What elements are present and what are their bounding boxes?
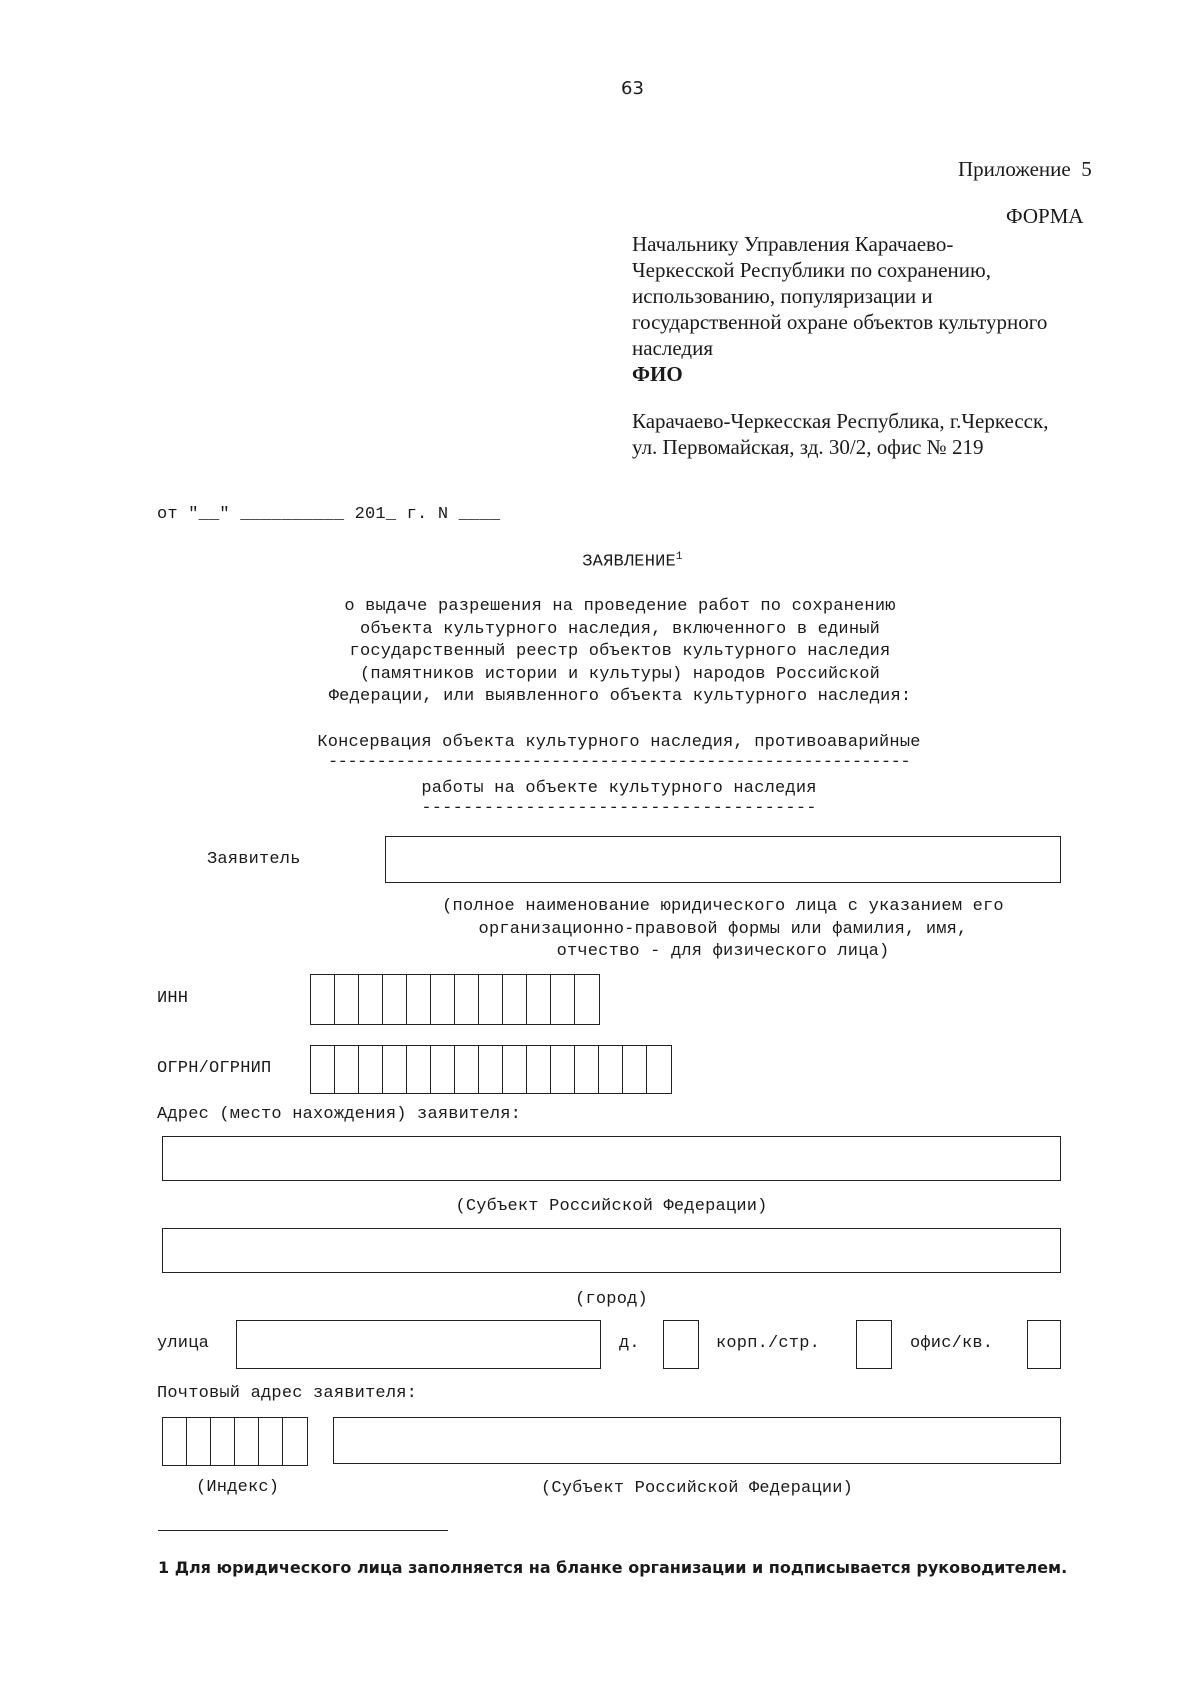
character-cell[interactable] [455,975,479,1024]
addressee-line: использованию, популяризации и [632,284,933,308]
subject-line: Федерации, или выявленного объекта культурного наследия: [328,687,912,706]
applicant-caption [385,896,1061,964]
city-caption: (город) [575,1290,648,1309]
subject-line: (памятников истории и культуры) народов Российской [359,664,881,684]
region-caption: (Субъект Российской Федерации) [455,1197,768,1216]
character-cell[interactable] [383,1046,407,1093]
page-number: 63 [621,78,644,99]
footnote-divider [158,1530,448,1531]
character-cell[interactable] [335,975,359,1024]
addressee-line: наследия [632,336,713,360]
house-label: д. [619,1334,640,1353]
character-cell[interactable] [527,975,551,1024]
addressee-address [632,408,1112,460]
character-cell[interactable] [359,1046,383,1093]
character-cell[interactable] [335,1046,359,1093]
caption-line: организационно-правовой формы или фамилия, имя, [478,919,968,939]
address-line: ул. Первомайская, зд. 30/2, офис № 219 [632,435,984,459]
character-cell[interactable] [431,975,455,1024]
addressee-line: Начальнику Управления Карачаево- [632,232,954,256]
character-cell[interactable] [407,1046,431,1093]
postal-label: Почтовый адрес заявителя: [157,1384,418,1403]
title-text: ЗАЯВЛЕНИЕ [582,552,676,572]
applicant-field[interactable] [385,836,1061,883]
character-cell[interactable] [527,1046,551,1093]
work-type-line-2: работы на объекте культурного наследия [421,779,817,798]
building-label: корп./стр. [716,1334,821,1353]
office-label: офис/кв. [910,1334,994,1353]
index-caption: (Индекс) [196,1478,280,1497]
address-line: Карачаево-Черкесская Республика, г.Черкесск, [632,409,1049,433]
caption-line: отчество - для физического лица) [556,942,890,961]
inn-label: ИНН [157,989,189,1008]
character-cell[interactable] [407,975,431,1024]
character-cell[interactable] [599,1046,623,1093]
office-field[interactable] [1027,1320,1061,1369]
addressee-line: государственной охране объектов культурного [632,310,1048,334]
character-cell[interactable] [259,1418,283,1465]
ogrn-label: ОГРН/ОГРНИП [157,1059,272,1078]
region-field[interactable] [162,1136,1061,1181]
character-cell[interactable] [503,1046,527,1093]
inn-field[interactable] [310,974,600,1025]
building-field[interactable] [856,1320,892,1369]
character-cell[interactable] [479,975,503,1024]
addressee-name: ФИО [632,362,683,386]
document-title [0,551,1200,572]
underline-dashes: -------------------------------------- [421,799,817,818]
date-number-line[interactable]: от "__" __________ 201_ г. N ____ [157,505,501,524]
character-cell[interactable] [575,975,599,1024]
character-cell[interactable] [187,1418,211,1465]
form-label: ФОРМА [1006,204,1084,228]
character-cell[interactable] [623,1046,647,1093]
city-field[interactable] [162,1228,1061,1273]
work-type-line-1: Консервация объекта культурного наследия, противоаварийные [317,733,921,752]
character-cell[interactable] [311,975,335,1024]
character-cell[interactable] [551,975,575,1024]
character-cell[interactable] [455,1046,479,1093]
subject-block [0,596,1200,709]
character-cell[interactable] [211,1418,235,1465]
address-label: Адрес (место нахождения) заявителя: [157,1105,522,1124]
character-cell[interactable] [647,1046,671,1093]
subject-line: государственный реестр объектов культурного наследия [349,642,891,661]
house-field[interactable] [663,1320,699,1369]
character-cell[interactable] [235,1418,259,1465]
character-cell[interactable] [163,1418,187,1465]
subject-line: объекта культурного наследия, включенного в единый [359,619,881,639]
appendix-label: Приложение 5 [958,157,1092,181]
caption-line: (полное наименование юридического лица с указанием его [442,897,1004,916]
character-cell[interactable] [575,1046,599,1093]
addressee-block [632,231,1102,387]
subject-line: о выдаче разрешения на проведение работ по сохранению [344,597,896,616]
footnote-text: 1 Для юридического лица заполняется на бланке организации и подписывается руководителем. [158,1558,1068,1577]
character-cell[interactable] [283,1418,307,1465]
character-cell[interactable] [383,975,407,1024]
ogrn-field[interactable] [310,1045,672,1094]
footnote-mark: 1 [675,551,683,563]
index-field[interactable] [162,1417,308,1466]
character-cell[interactable] [431,1046,455,1093]
character-cell[interactable] [479,1046,503,1093]
underline-dashes: ------------------------------------------------------------ [327,753,911,772]
character-cell[interactable] [551,1046,575,1093]
character-cell[interactable] [503,975,527,1024]
applicant-label: Заявитель [207,850,301,869]
postal-region-caption: (Субъект Российской Федерации) [540,1479,854,1498]
street-label: улица [157,1334,210,1353]
character-cell[interactable] [311,1046,335,1093]
postal-region-field[interactable] [333,1417,1061,1464]
character-cell[interactable] [359,975,383,1024]
addressee-line: Черкесской Республики по сохранению, [632,258,991,282]
street-field[interactable] [236,1320,601,1369]
